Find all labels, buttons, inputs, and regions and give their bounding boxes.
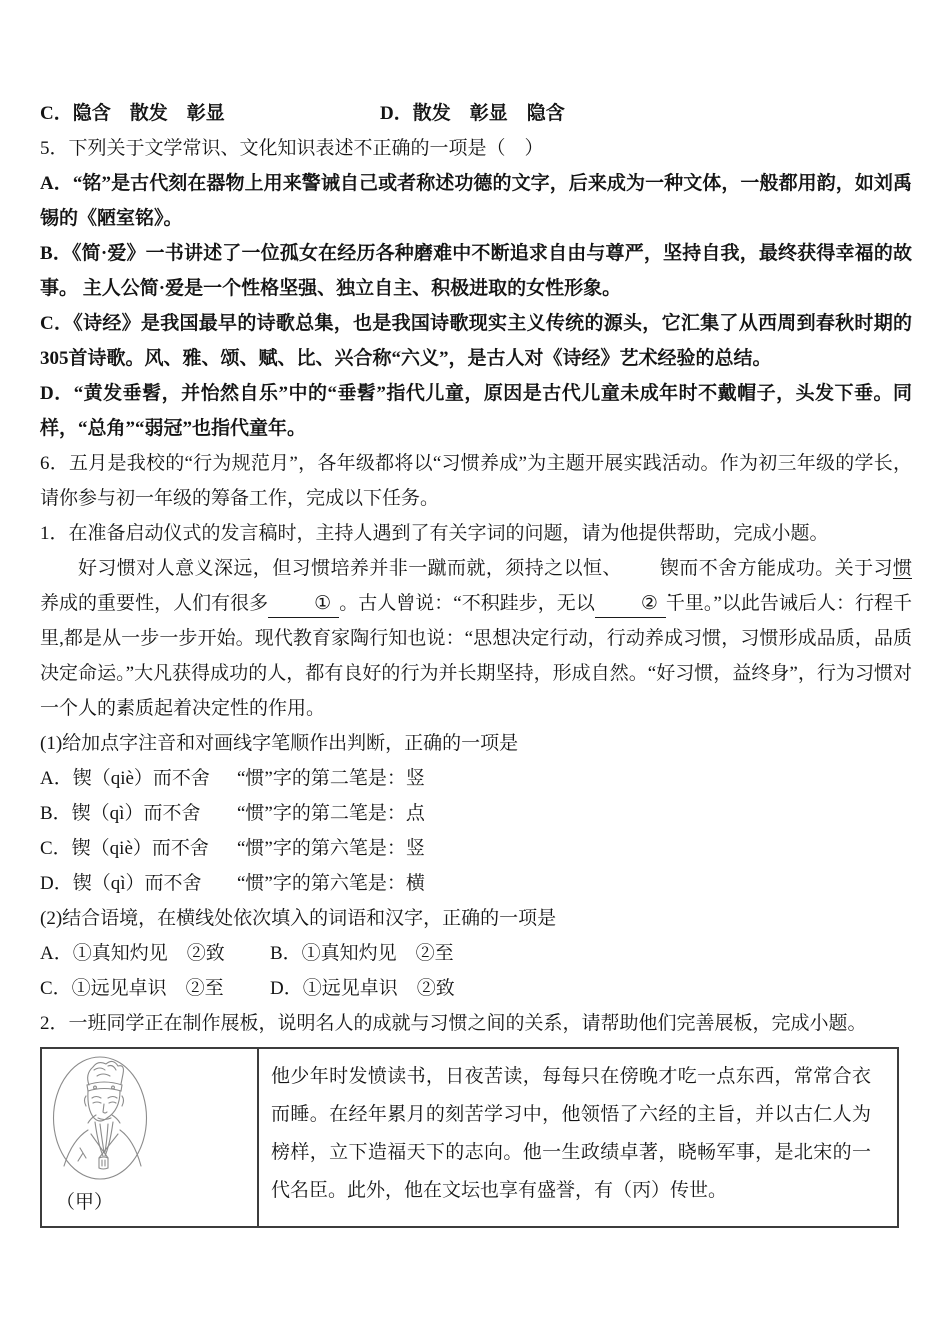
question-4-option-d: D．散发 彰显 隐含 [380,103,565,124]
question-5-option-d: D．“黄发垂髫，并怡然自乐”中的“垂髫”指代儿童，原因是古代儿童未成年时不戴帽子，头发下垂。同样，“总角”“弱冠”也指代童年。 [40,383,912,439]
sub2-option-d: D．①远见卓识 ②致 [270,978,455,999]
sub1-option-c-right: “惯”字的第六笔是：竖 [237,838,425,859]
sub1-option-a [40,761,912,796]
question-5-option-a: A．“铭”是古代刻在器物上用来警诫自己或者称述功德的文字，后来成为一种文体，一般都用韵，如刘禹锡的《陋室铭》。 [40,173,912,229]
question-5-stem-emphasis: 不正确 [353,137,411,159]
question-4-options-row [40,96,912,131]
question-5-stem-prefix: 5．下列关于文学常识、文化知识表述 [40,138,354,159]
sub2-options-row-2 [40,971,912,1006]
fill-in-blank: ① [268,591,339,618]
sub1-option-b [40,796,912,831]
sub1-option-b-right: “惯”字的第二笔是：点 [237,803,425,824]
passage [40,551,912,726]
passage-segment: 锲 [659,558,679,579]
sub1-option-c [40,831,912,866]
sub1-option-a-right: “惯”字的第二笔是：竖 [237,768,425,789]
sub2-option-b: B．①真知灼见 ②至 [270,943,454,964]
sub-question-2-stem: (2)结合语境，在横线处依次填入的词语和汉字，正确的一项是 [40,908,557,929]
sub1-option-d [40,866,912,901]
question-6-intro: 6．五月是我校的“行为规范月”，各年级都将以“习惯养成”为主题开展实践活动。作为初三年级的学长，请你参与初一年级的筹备工作，完成以下任务。 [40,453,912,509]
fill-in-blank: ② [595,591,666,618]
sub1-option-d-left: D．锲（qì）而不舍 [40,873,202,894]
sub1-option-d-right: “惯”字的第六笔是：横 [237,873,425,894]
question-5-option-b: B．《简·爱》一书讲述了一位孤女在经历各种磨难中不断追求自由与尊严，坚持自我，最终获得幸福的故事。 主人公简·爱是一个性格坚强、独立自主、积极进取的女性形象。 [40,243,912,299]
passage-segment: 惯 [892,558,912,579]
board-figure-cell [42,1049,259,1226]
sub1-option-c-left: C．锲（qiè）而不舍 [40,838,209,859]
passage-segment: 养成的重要性，人们有很多 [40,593,269,614]
task-2-stem: 2．一班同学正在制作展板，说明名人的成就与习惯之间的关系，请帮助他们完善展板，完成小题。 [40,1013,867,1034]
question-5-stem [40,131,912,166]
passage-segment: 千里。”以此告诫后人：行程千里,都是从一步一步开始。现代教育家陶行知也说：“思想决定行动，行动养成习惯，习惯形成品质，品质决定命运。”大凡获得成功的人，都有良好的行为并长期坚持，形成自然。“好习惯，益终身”，行为习惯对一个人的素质起着决定性的作用。 [40,593,912,719]
sub-question-1-stem: (1)给加点字注音和对画线字笔顺作出判断，正确的一项是 [40,733,519,754]
task-1-stem: 1．在准备启动仪式的发言稿时，主持人遇到了有关字词的问题，请为他提供帮助，完成小题。 [40,523,829,544]
question-5-stem-suffix: 的一项是（ ） [410,138,544,159]
passage-segment: 而不舍方能成功。关于习 [678,558,893,579]
sub2-option-a: A．①真知灼见 ②致 [40,943,225,964]
sub2-option-c: C．①远见卓识 ②至 [40,978,224,999]
question-4-option-c: C．隐含 散发 彰显 [40,103,225,124]
passage-segment: 。古人曾说：“不积跬步，无以 [339,593,595,614]
sub1-option-a-left: A．锲（qiè）而不舍 [40,768,210,789]
passage-segment: 好习惯对人意义深远，但习惯培养并非一蹴而就，须持之以恒、 [78,558,622,579]
board-description-cell: 他少年时发愤读书，日夜苦读，每每只在傍晚才吃一点东西，常常合衣而睡。在经年累月的刻苦学习中，他领悟了六经的主旨，并以古仁人为榜样，立下造福天下的志向。他一生政绩卓著，晓畅军事，是北宋的一代名臣。此外，他在文坛也享有盛誉，有（丙）传世。 [271,1066,871,1201]
display-board-table [40,1047,899,1228]
question-5-option-c: C．《诗经》是我国最早的诗歌总集，也是我国诗歌现实主义传统的源头，它汇集了从西周到春秋时期的305首诗歌。风、雅、颂、赋、比、兴合称“六义”，是古人对《诗经》艺术经验的总结。 [40,313,912,369]
sub2-options-row-1 [40,936,912,971]
sub1-option-b-left: B．锲（qì）而不舍 [40,803,201,824]
ancient-official-portrait [50,1054,150,1182]
figure-label: （甲） [56,1192,114,1213]
